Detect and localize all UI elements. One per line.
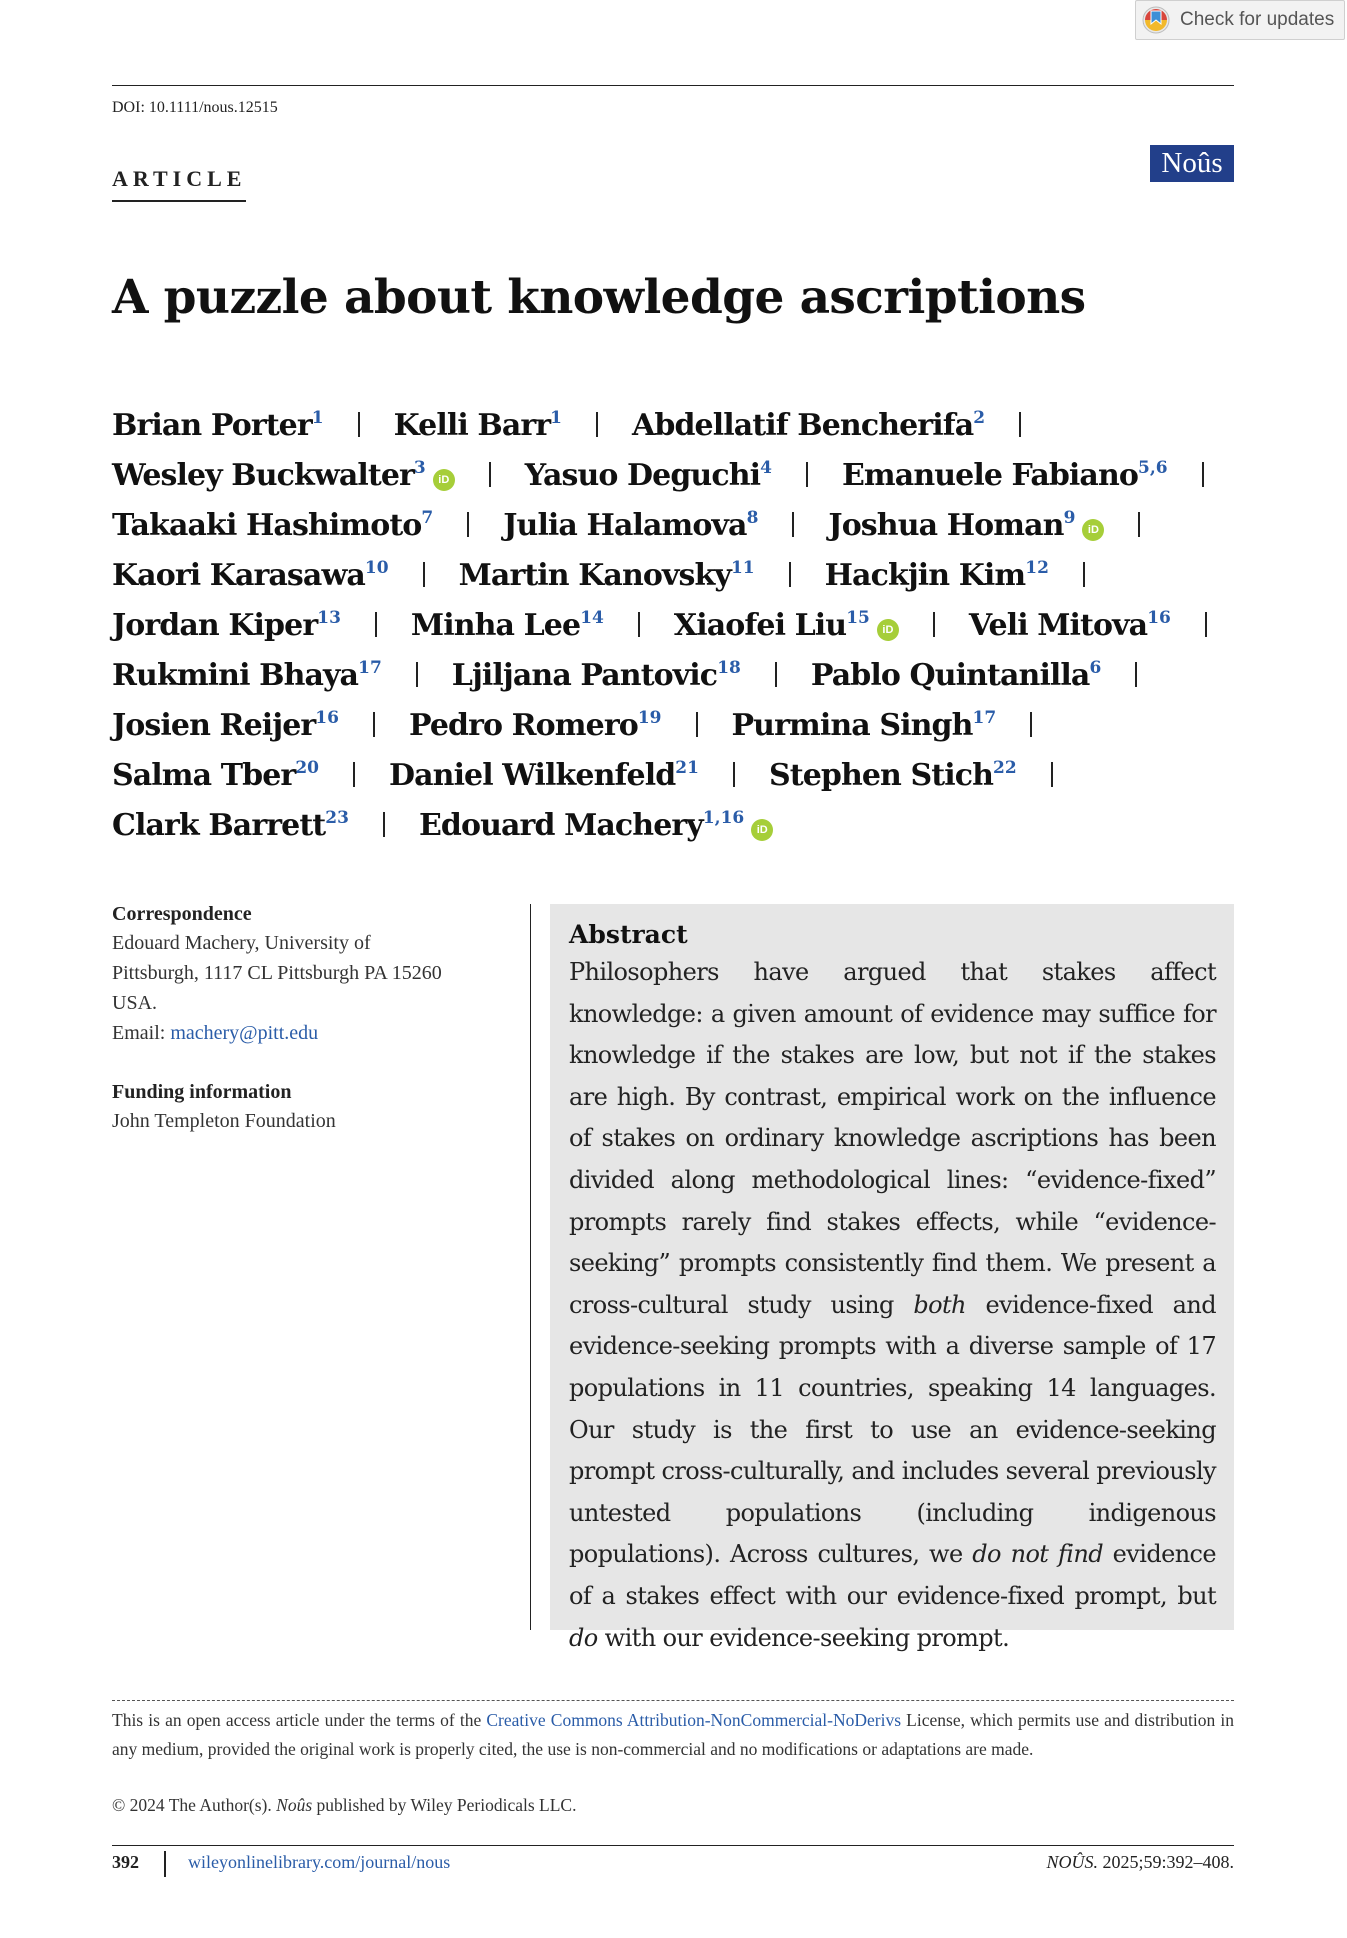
affiliation-marker[interactable]: 10 xyxy=(364,558,389,578)
check-for-updates-label: Check for updates xyxy=(1180,9,1335,30)
author-name: Yasuo Deguchi xyxy=(524,458,761,493)
author xyxy=(411,608,604,643)
author-name: Xiaofei Liu xyxy=(673,608,847,643)
author-separator xyxy=(1019,412,1021,437)
author xyxy=(525,458,772,493)
affiliation-marker[interactable]: 18 xyxy=(717,658,741,678)
abstract-box xyxy=(550,904,1234,1652)
abstract-text: Philosophers have argued that stakes affect knowledge: a given amount of evidence may suffice for knowledge if the stakes are low, but not if the stakes are high. By contrast, empirical work on the influence of stakes on ordinary knowledge ascriptions has been divided along methodological lines: “evidence-fixed” prompts rarely find stakes effects, while “evidence-seeking” prompts consistently find them. We present a cross-cultural study using both evidence-fixed and evidence-seeking prompts with a diverse sample of 17 populations in 11 countries, speaking 14 languages. Our study is the first to use an evidence-seeking prompt cross-culturally, and includes several previously untested populations (including indigenous populations). Across cultures, we do not find evidence of a stakes effect with our evidence-fixed prompt, but do with our evidence-seeking prompt. xyxy=(569,958,1216,1652)
author-line xyxy=(112,493,1242,543)
author xyxy=(459,558,755,593)
author-name: Veli Mitova xyxy=(968,608,1148,643)
article-title: A puzzle about knowledge ascriptions xyxy=(112,270,1086,325)
author-name: Stephen Stich xyxy=(768,758,994,793)
author xyxy=(503,508,758,543)
author-separator xyxy=(1030,712,1032,737)
author-line xyxy=(112,793,1242,843)
author-separator xyxy=(1205,612,1207,637)
author-name: Kelli Barr xyxy=(393,408,551,443)
author-separator xyxy=(383,812,385,837)
author-name: Martin Kanovsky xyxy=(458,558,731,593)
affiliation-marker[interactable]: 23 xyxy=(325,808,349,828)
affiliation-marker[interactable]: 6 xyxy=(1089,658,1102,678)
author xyxy=(112,408,324,443)
author-line xyxy=(112,443,1242,493)
author-separator xyxy=(806,462,808,487)
author-line xyxy=(112,743,1242,793)
author-separator xyxy=(373,712,375,737)
orcid-icon[interactable]: iD xyxy=(433,469,455,491)
correspondence-line: Edouard Machery, University of xyxy=(112,932,371,954)
author-name: Takaaki Hashimoto xyxy=(112,508,422,543)
section-label: ARTICLE xyxy=(112,166,246,202)
author xyxy=(112,508,433,543)
author xyxy=(112,608,341,643)
author xyxy=(419,808,773,843)
affiliation-marker[interactable]: 3 xyxy=(413,458,426,478)
author xyxy=(112,808,349,843)
affiliation-marker[interactable]: 21 xyxy=(675,758,699,778)
author-name: Pablo Quintanilla xyxy=(810,658,1090,693)
footer-rule xyxy=(112,1845,1234,1846)
affiliation-marker[interactable]: 11 xyxy=(730,558,755,578)
author-separator xyxy=(1083,562,1085,587)
affiliation-marker[interactable]: 5,6 xyxy=(1137,458,1168,478)
author-separator xyxy=(775,662,777,687)
article-info xyxy=(112,900,512,1136)
affiliation-marker[interactable]: 1 xyxy=(550,408,563,428)
author-name: Abdellatif Bencherifa xyxy=(632,408,974,443)
author-line xyxy=(112,693,1242,743)
author-separator xyxy=(696,712,698,737)
funding-text: John Templeton Foundation xyxy=(112,1110,336,1132)
author xyxy=(112,708,339,743)
author-name: Jordan Kiper xyxy=(112,608,318,643)
affiliation-marker[interactable]: 14 xyxy=(580,608,604,628)
journal-url-link[interactable]: wileyonlinelibrary.com/journal/nous xyxy=(188,1852,451,1872)
author-separator xyxy=(358,412,360,437)
author-name: Brian Porter xyxy=(112,408,312,443)
copyright: © 2024 The Author(s). Noûs published by Wiley Periodicals LLC. xyxy=(112,1795,577,1815)
funding-heading: Funding information xyxy=(112,1081,292,1103)
author xyxy=(969,608,1171,643)
license-link[interactable]: Creative Commons Attribution-NonCommercial-NoDerivs xyxy=(486,1710,902,1730)
author-separator xyxy=(467,512,469,537)
author-separator xyxy=(596,412,598,437)
author-separator xyxy=(423,562,425,587)
author-name: Wesley Buckwalter xyxy=(112,458,414,493)
author-list xyxy=(112,393,1242,843)
author xyxy=(409,708,662,743)
author-line xyxy=(112,393,1242,443)
footer-separator xyxy=(164,1851,166,1877)
author-name: Hackjin Kim xyxy=(824,558,1026,593)
author xyxy=(825,558,1049,593)
author xyxy=(769,758,1017,793)
affiliation-marker[interactable]: 1 xyxy=(311,408,324,428)
orcid-icon[interactable]: iD xyxy=(1082,519,1104,541)
column-divider xyxy=(530,904,531,1630)
orcid-icon[interactable]: iD xyxy=(877,619,899,641)
affiliation-marker[interactable]: 12 xyxy=(1025,558,1049,578)
author xyxy=(452,658,741,693)
affiliation-marker[interactable]: 15 xyxy=(846,608,870,628)
author-name: Clark Barrett xyxy=(112,808,326,843)
author-separator xyxy=(375,612,377,637)
author-line xyxy=(112,543,1242,593)
author-name: Julia Halamova xyxy=(503,508,747,543)
author-separator xyxy=(933,612,935,637)
email-label: Email: xyxy=(112,1022,171,1044)
abstract-heading: Abstract xyxy=(569,920,688,949)
author-separator xyxy=(638,612,640,637)
author xyxy=(112,758,319,793)
author-separator xyxy=(1138,512,1140,537)
author-separator xyxy=(353,762,355,787)
author xyxy=(112,458,455,493)
affiliation-marker[interactable]: 19 xyxy=(637,708,662,728)
affiliation-marker[interactable]: 7 xyxy=(421,508,434,528)
correspondence-email xyxy=(112,1018,512,1048)
author-separator xyxy=(792,512,794,537)
author xyxy=(394,408,562,443)
correspondence-line: Pittsburgh, 1117 CL Pittsburgh PA 15260 xyxy=(112,962,442,984)
orcid-icon[interactable]: iD xyxy=(751,819,773,841)
check-for-updates-button[interactable] xyxy=(1135,0,1345,40)
affiliation-marker[interactable]: 22 xyxy=(993,758,1017,778)
correspondence-line: USA. xyxy=(112,992,158,1014)
author-name: Salma Tber xyxy=(112,758,296,793)
author-name: Emanuele Fabiano xyxy=(841,458,1138,493)
journal-logo: Noûs xyxy=(1150,145,1234,182)
author-separator xyxy=(1051,762,1053,787)
author-name: Edouard Machery xyxy=(418,808,703,843)
author-separator xyxy=(1135,662,1137,687)
affiliation-marker[interactable]: 2 xyxy=(973,408,986,428)
license-notice: This is an open access article under the terms of the Creative Commons Attribution-NonCommercial-NoDerivs License, which permits use and distribution in any medium, provided the original work is properly cited, the use is non-commercial and no modifications or adaptations are made. xyxy=(112,1710,1234,1759)
affiliation-marker[interactable]: 8 xyxy=(746,508,759,528)
author xyxy=(842,458,1168,493)
affiliation-marker[interactable]: 17 xyxy=(972,708,997,728)
doi: DOI: 10.1111/nous.12515 xyxy=(112,99,278,116)
author xyxy=(632,408,985,443)
author-name: Josien Reijer xyxy=(112,708,316,743)
citation: NOÛS. 2025;59:392–408. xyxy=(1046,1852,1234,1872)
author xyxy=(811,658,1101,693)
author xyxy=(828,508,1104,543)
affiliation-marker[interactable]: 16 xyxy=(1147,608,1171,628)
crossmark-icon xyxy=(1142,6,1170,34)
author-separator xyxy=(789,562,791,587)
author-name: Rukmini Bhaya xyxy=(112,658,359,693)
affiliation-marker[interactable]: 4 xyxy=(760,458,772,478)
affiliation-marker[interactable]: 13 xyxy=(317,608,341,628)
author xyxy=(674,608,899,643)
affiliation-marker[interactable]: 16 xyxy=(315,708,339,728)
author-separator xyxy=(416,662,418,687)
author-name: Daniel Wilkenfeld xyxy=(389,758,676,793)
email-link[interactable]: machery@pitt.edu xyxy=(170,1022,319,1044)
author-name: Minha Lee xyxy=(410,608,581,643)
author xyxy=(112,558,389,593)
correspondence-heading: Correspondence xyxy=(112,903,252,925)
author-name: Pedro Romero xyxy=(408,708,638,743)
author-name: Joshua Homan xyxy=(828,508,1064,543)
author xyxy=(389,758,699,793)
affiliation-marker[interactable]: 20 xyxy=(295,758,319,778)
page-number: 392 xyxy=(112,1852,139,1872)
author-line xyxy=(112,643,1242,693)
author xyxy=(112,658,382,693)
author-line xyxy=(112,593,1242,643)
author-name: Purmina Singh xyxy=(731,708,973,743)
affiliation-marker[interactable]: 1,16 xyxy=(702,808,745,828)
author-separator xyxy=(733,762,735,787)
author-name: Ljiljana Pantovic xyxy=(451,658,718,693)
top-rule xyxy=(112,85,1234,86)
author xyxy=(732,708,997,743)
author-separator xyxy=(1202,462,1204,487)
affiliation-marker[interactable]: 17 xyxy=(358,658,382,678)
author-name: Kaori Karasawa xyxy=(112,558,365,593)
author-separator xyxy=(489,462,491,487)
affiliation-marker[interactable]: 9 xyxy=(1063,508,1076,528)
license-divider xyxy=(112,1700,1234,1701)
